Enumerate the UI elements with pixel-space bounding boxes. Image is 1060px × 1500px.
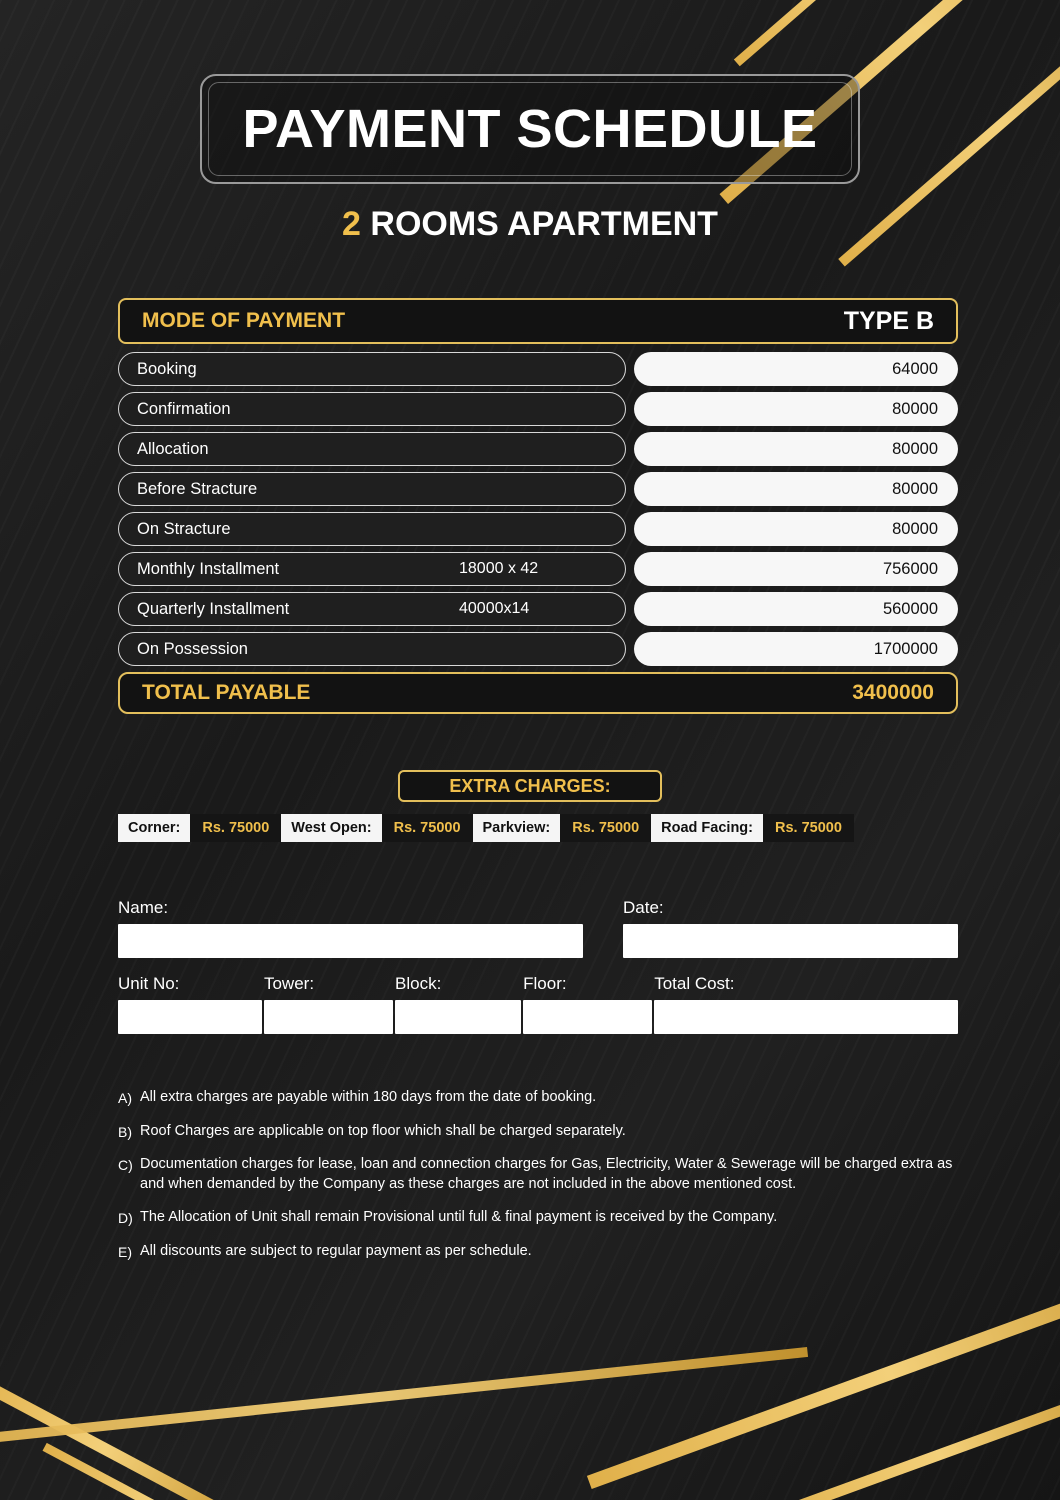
page-subtitle — [0, 205, 1060, 244]
row-value: 80000 — [634, 432, 958, 466]
table-row — [118, 552, 958, 586]
row-label-cell — [118, 592, 626, 626]
note-text: The Allocation of Unit shall remain Provisional until full & final payment is received by the Company. — [140, 1209, 778, 1226]
block-field-group — [395, 974, 521, 1034]
name-input[interactable] — [118, 924, 583, 958]
row-value: 64000 — [634, 352, 958, 386]
row-value: 756000 — [634, 552, 958, 586]
note-index: B) — [118, 1123, 132, 1140]
extra-charge-value: Rs. 75000 — [763, 814, 854, 842]
row-label: Before Stracture — [137, 479, 258, 498]
extra-charges-row — [118, 814, 958, 842]
list-item — [118, 1088, 963, 1108]
total-payable-label: TOTAL PAYABLE — [142, 681, 311, 704]
payment-table — [118, 298, 958, 714]
page-title: PAYMENT SCHEDULE — [242, 99, 818, 159]
date-label: Date: — [623, 898, 664, 917]
table-row — [118, 352, 958, 386]
subtitle-accent: 2 — [342, 205, 361, 243]
note-index: E) — [118, 1243, 132, 1260]
table-row — [118, 392, 958, 426]
extra-charge-key: Road Facing: — [651, 814, 763, 842]
list-item — [118, 1122, 963, 1142]
decorative-gold-stripe — [0, 1347, 808, 1451]
date-field-group — [623, 898, 958, 958]
note-index: D) — [118, 1210, 133, 1227]
extra-charge-value: Rs. 75000 — [382, 814, 473, 842]
table-row — [118, 592, 958, 626]
row-label-cell — [118, 352, 626, 386]
floor-field-group — [523, 974, 652, 1034]
payment-type-label: TYPE B — [843, 306, 934, 335]
note-index: C) — [118, 1157, 133, 1174]
name-label: Name: — [118, 898, 169, 917]
page-title-frame — [200, 74, 860, 184]
page-title-inner-frame — [208, 82, 852, 176]
floor-label: Floor: — [523, 974, 567, 993]
row-label: Allocation — [137, 439, 209, 458]
row-value: 80000 — [634, 512, 958, 546]
note-text: All extra charges are payable within 180 days from the date of booking. — [140, 1089, 597, 1105]
row-label-cell — [118, 512, 626, 546]
tower-label: Tower: — [263, 974, 315, 993]
total-cost-label: Total Cost: — [654, 974, 735, 993]
row-label: On Possession — [137, 639, 248, 658]
row-label: Confirmation — [137, 399, 231, 418]
row-label-cell — [118, 632, 626, 666]
form-row-unit-details — [118, 974, 958, 1034]
subtitle-rest: ROOMS APARTMENT — [360, 205, 718, 243]
row-label-cell — [118, 432, 626, 466]
date-input[interactable] — [623, 924, 958, 958]
block-input[interactable] — [395, 1000, 521, 1034]
extra-charge-key: West Open: — [281, 814, 381, 842]
terms-notes — [118, 1088, 963, 1275]
total-payable-value: 3400000 — [852, 681, 934, 704]
row-label: Quarterly Installment — [137, 599, 290, 618]
table-row — [118, 512, 958, 546]
block-label: Block: — [395, 974, 442, 993]
row-label-cell — [118, 392, 626, 426]
mode-of-payment-label: MODE OF PAYMENT — [142, 309, 346, 332]
note-text: Documentation charges for lease, loan and connection charges for Gas, Electricity, Water & Sewerage will be charged extra as and when demanded by the Company as these charges are not included in the above mentioned cost. — [140, 1156, 953, 1192]
table-row — [118, 472, 958, 506]
extra-charge-value: Rs. 75000 — [190, 814, 281, 842]
floor-input[interactable] — [523, 1000, 652, 1034]
row-value: 1700000 — [634, 632, 958, 666]
unit-no-input[interactable] — [118, 1000, 262, 1034]
name-field-group — [118, 898, 583, 958]
row-sub-label: 40000x14 — [459, 600, 530, 617]
list-item — [118, 1242, 963, 1262]
unit-no-label: Unit No: — [118, 974, 180, 993]
list-item — [118, 1208, 963, 1228]
extra-charge-key: Parkview: — [473, 814, 561, 842]
payment-table-header — [118, 298, 958, 344]
note-text: All discounts are subject to regular payment as per schedule. — [140, 1242, 532, 1259]
extra-charges-title: EXTRA CHARGES: — [398, 770, 662, 802]
total-cost-field-group — [654, 974, 958, 1034]
total-payable-row — [118, 672, 958, 714]
list-item — [118, 1155, 963, 1194]
table-row — [118, 432, 958, 466]
row-label-cell — [118, 552, 626, 586]
row-label-cell — [118, 472, 626, 506]
extra-charge-key: Corner: — [118, 814, 190, 842]
tower-field-group — [264, 974, 393, 1034]
row-label: Booking — [137, 359, 197, 378]
row-value: 560000 — [634, 592, 958, 626]
tower-input[interactable] — [264, 1000, 393, 1034]
row-sub-label: 18000 x 42 — [459, 560, 539, 577]
row-label: Monthly Installment — [137, 559, 280, 578]
table-row — [118, 632, 958, 666]
row-label: On Stracture — [137, 519, 231, 538]
form-row-name-date — [118, 898, 958, 958]
row-value: 80000 — [634, 472, 958, 506]
note-text: Roof Charges are applicable on top floor which shall be charged separately. — [140, 1122, 626, 1139]
customer-form — [118, 898, 958, 1034]
note-index: A) — [118, 1090, 132, 1106]
extra-charge-value: Rs. 75000 — [560, 814, 651, 842]
decorative-gold-stripe — [587, 1257, 1060, 1489]
total-cost-input[interactable] — [654, 1000, 958, 1034]
row-value: 80000 — [634, 392, 958, 426]
unit-no-field-group — [118, 974, 262, 1034]
